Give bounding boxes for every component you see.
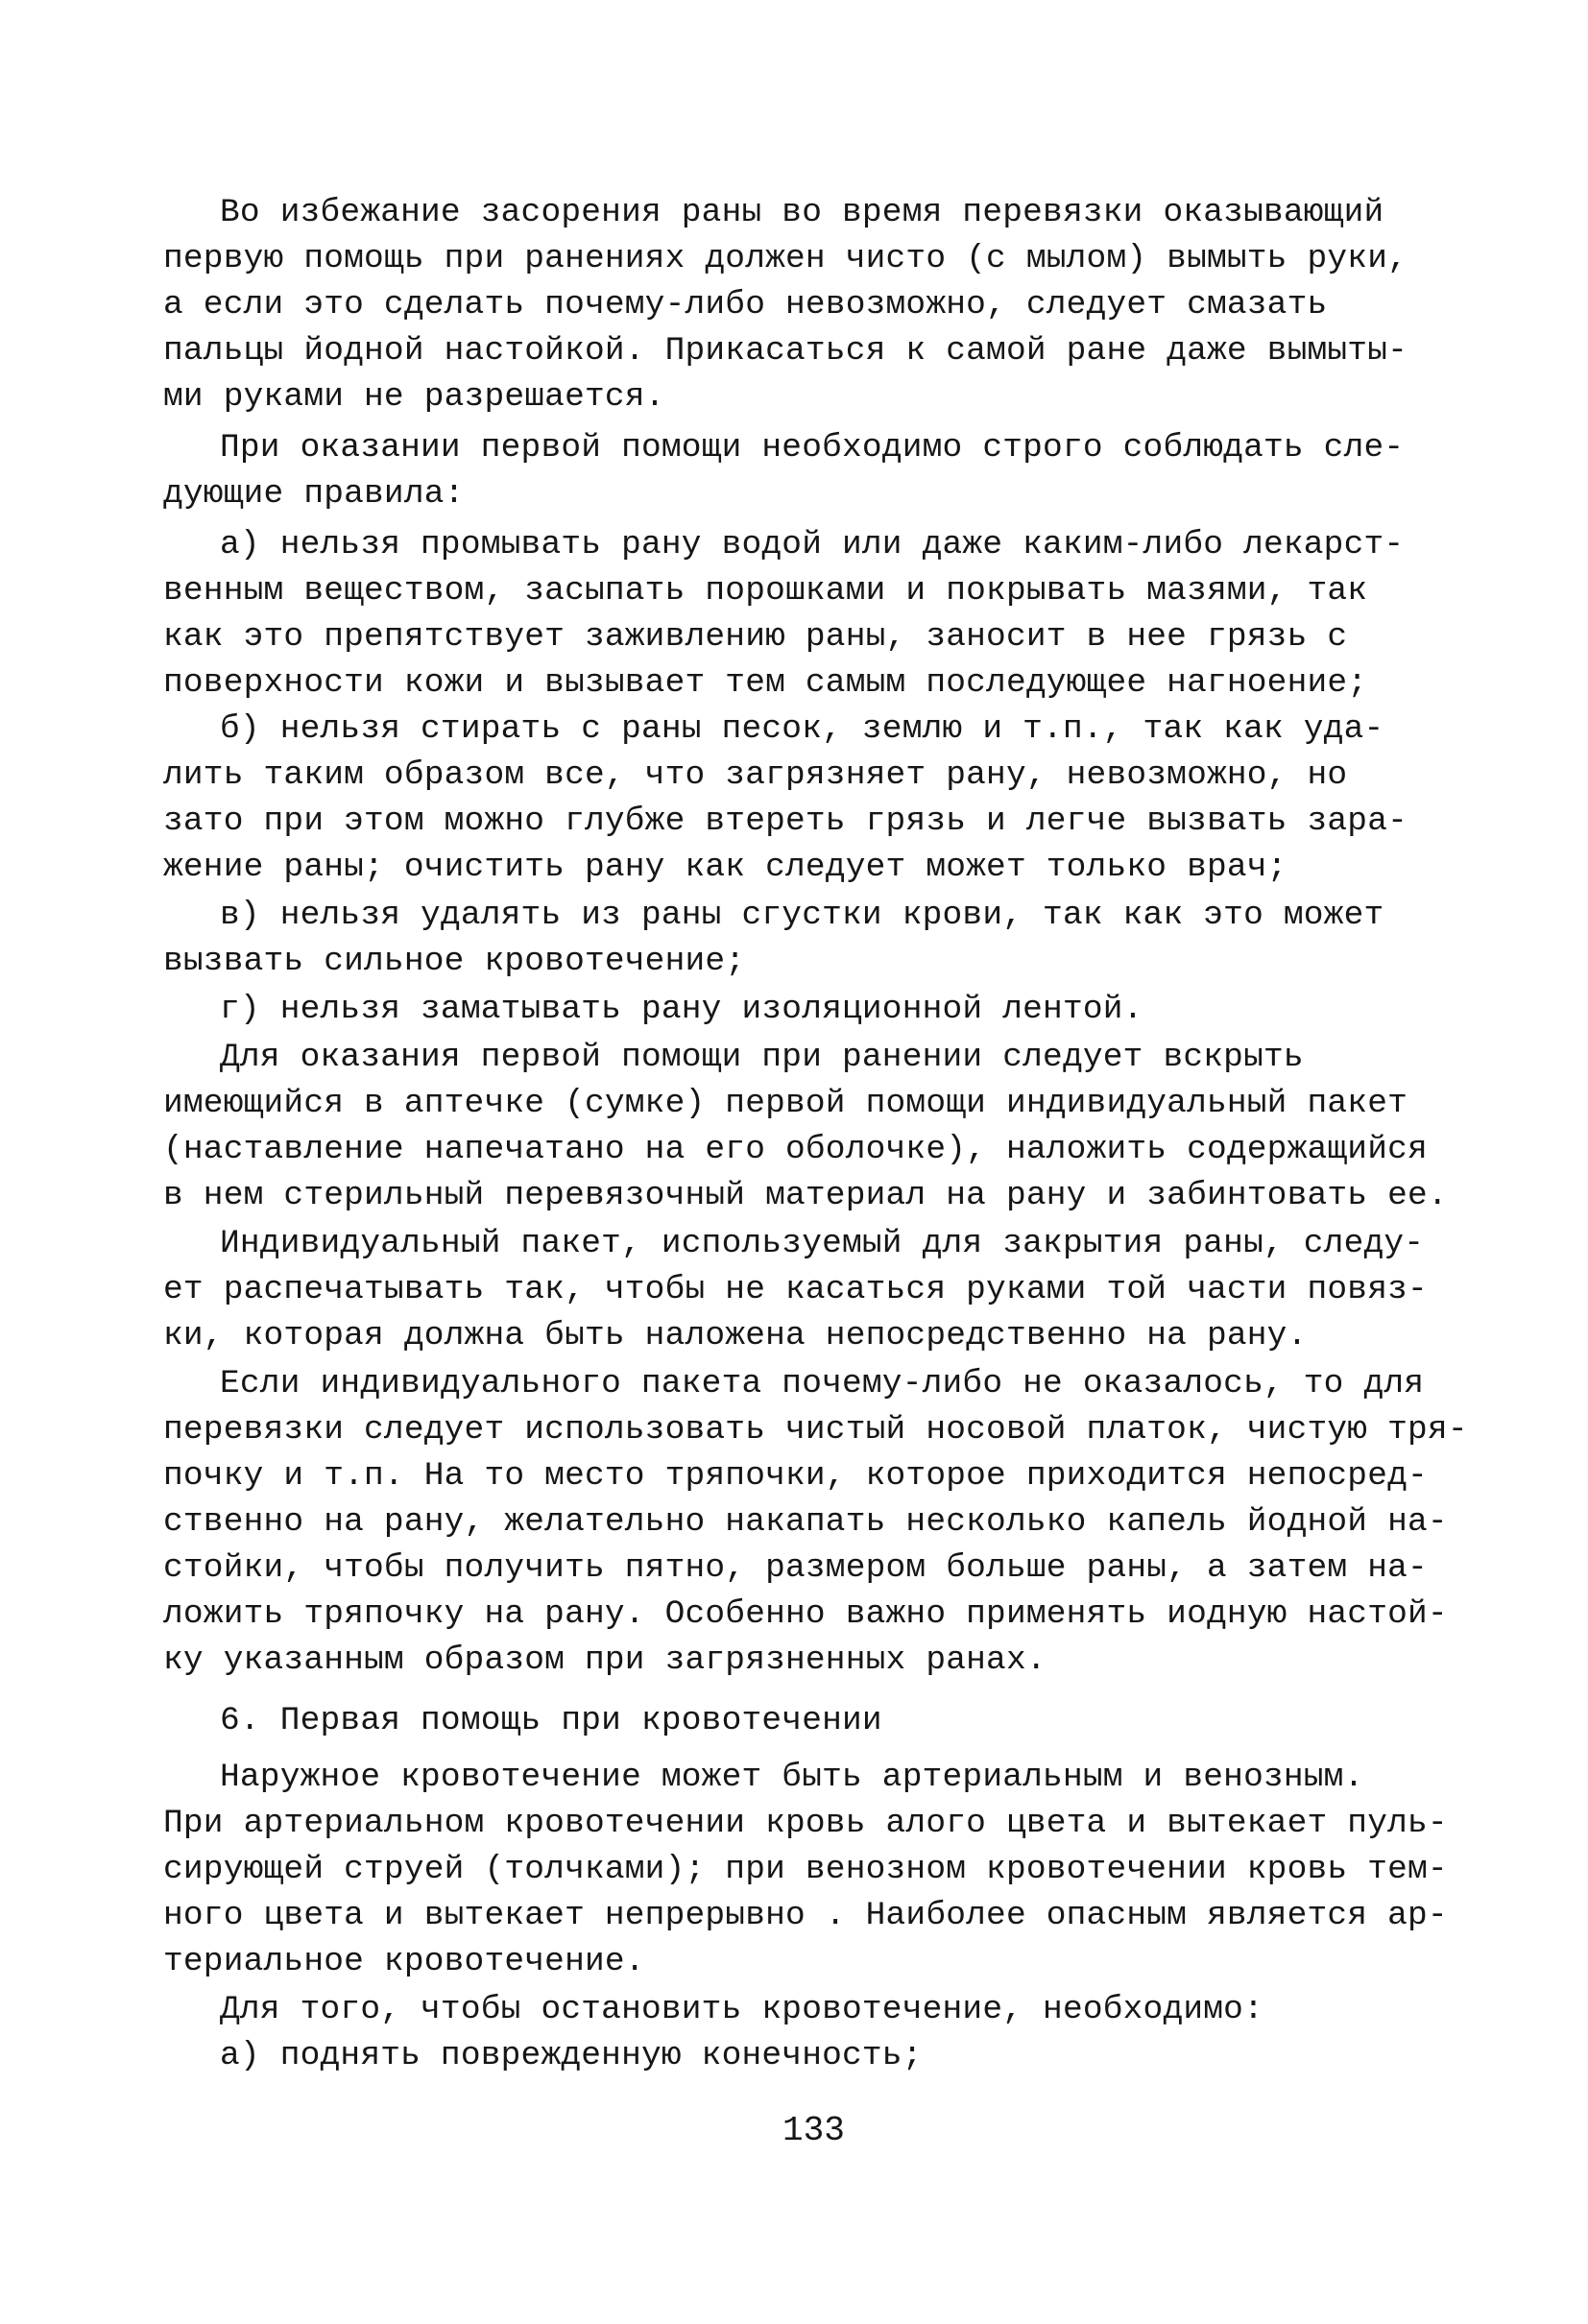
text-line: а) нельзя промывать рану водой или даже каким-либо лекарст- — [220, 526, 1405, 563]
text-line: вызвать сильное кровотечение; — [163, 943, 746, 980]
text-line: лить таким образом все, что загрязняет рану, невозможно, но — [163, 756, 1348, 794]
text-line: ет распечатывать так, чтобы не касаться руками той части повяз- — [163, 1271, 1428, 1308]
text-line: Индивидуальный пакет, используемый для закрытия раны, следу- — [220, 1225, 1425, 1262]
text-line: венным веществом, засыпать порошками и покрывать мазями, так — [163, 572, 1368, 610]
text-line: При оказании первой помощи необходимо строго соблюдать сле- — [220, 429, 1405, 467]
page-number: 133 — [782, 2111, 845, 2150]
text-line: (наставление напечатано на его оболочке), наложить содержащийся — [163, 1131, 1428, 1168]
text-line: Во избежание засорения раны во время перевязки оказывающий — [220, 194, 1384, 231]
text-line: ки, которая должна быть наложена непосредственно на рану. — [163, 1317, 1308, 1354]
text-line: перевязки следует использовать чистый носовой платок, чистую тря- — [163, 1411, 1468, 1449]
text-line: териальное кровотечение. — [163, 1943, 645, 1980]
text-line: г) нельзя заматывать рану изоляционной лентой. — [220, 991, 1143, 1028]
text-line: При артериальном кровотечении кровь алого цвета и вытекает пуль- — [163, 1805, 1448, 1842]
text-line: а) поднять поврежденную конечность; — [220, 2037, 923, 2074]
text-line: поверхности кожи и вызывает тем самым последующее нагноение; — [163, 664, 1368, 702]
text-line: ственно на рану, желательно накапать несколько капель йодной на- — [163, 1503, 1448, 1541]
text-line: Наружное кровотечение может быть артериальным и венозным. — [220, 1759, 1364, 1796]
text-line: ми руками не разрешается. — [163, 378, 665, 416]
text-line: как это препятствует заживлению раны, заносит в нее грязь с — [163, 618, 1348, 656]
text-line: а если это сделать почему-либо невозможно, следует смазать — [163, 286, 1328, 323]
text-line: имеющийся в аптечке (сумке) первой помощи индивидуальный пакет — [163, 1085, 1408, 1122]
text-line: Для того, чтобы остановить кровотечение, необходимо: — [220, 1991, 1263, 2028]
text-line: б) нельзя стирать с раны песок, землю и т.п., так как уда- — [220, 710, 1384, 748]
text-line: Если индивидуального пакета почему-либо не оказалось, то для — [220, 1365, 1425, 1402]
text-line: сирующей струей (толчками); при венозном кровотечении кровь тем- — [163, 1851, 1448, 1888]
text-line: стойки, чтобы получить пятно, размером больше раны, а затем на- — [163, 1549, 1428, 1587]
text-line: зато при этом можно глубже втереть грязь и легче вызвать зара- — [163, 803, 1408, 840]
text-line: Для оказания первой помощи при ранении следует вскрыть — [220, 1039, 1304, 1076]
text-line: ку указанным образом при загрязненных ранах. — [163, 1641, 1047, 1679]
text-line: в) нельзя удалять из раны сгустки крови, так как это может — [220, 897, 1384, 934]
text-line: жение раны; очистить рану как следует может только врач; — [163, 849, 1287, 886]
text-line: дующие правила: — [163, 475, 465, 513]
text-line: ложить тряпочку на рану. Особенно важно применять иодную настой- — [163, 1595, 1448, 1633]
text-line: почку и т.п. На то место тряпочки, которое приходится непосред- — [163, 1457, 1428, 1495]
text-line: первую помощь при ранениях должен чисто (с мылом) вымыть руки, — [163, 240, 1408, 277]
text-line: ного цвета и вытекает непрерывно . Наиболее опасным является ар- — [163, 1897, 1448, 1934]
section-heading: 6. Первая помощь при кровотечении — [220, 1702, 882, 1739]
text-line: пальцы йодной настойкой. Прикасаться к самой ране даже вымыты- — [163, 332, 1408, 370]
text-line: в нем стерильный перевязочный материал на рану и забинтовать ее. — [163, 1177, 1448, 1214]
